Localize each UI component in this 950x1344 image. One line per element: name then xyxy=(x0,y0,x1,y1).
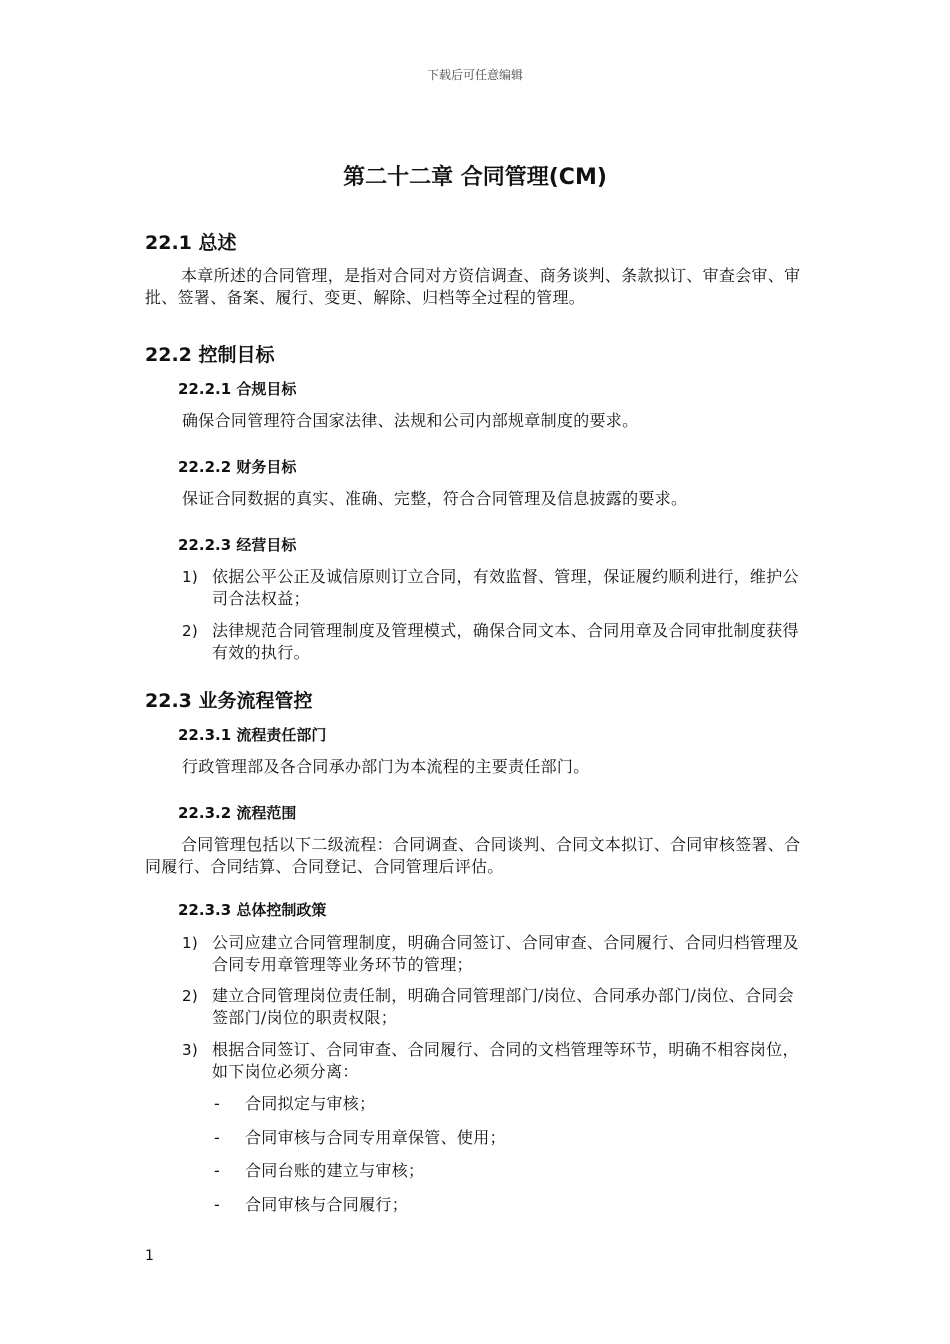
subsection-heading-22-3-2: 22.3.2 流程范围 xyxy=(178,804,297,822)
list-item-number: 2) xyxy=(182,622,198,640)
subsection-heading-22-3-1: 22.3.1 流程责任部门 xyxy=(178,726,327,744)
page-title: 第二十二章 合同管理(CM) xyxy=(343,165,607,190)
subsection-22-2-1-body: 确保合同管理符合国家法律、法规和公司内部规章制度的要求。 xyxy=(182,411,639,430)
list-item-text: 法律规范合同管理制度及管理模式，确保合同文本、合同用章及合同审批制度获得有效的执行。 xyxy=(212,621,799,662)
section-22-1-body: 本章所述的合同管理，是指对合同对方资信调查、商务谈判、条款拟订、审查会审、审批、签署、备案、履行、变更、解除、归档等全过程的管理。 xyxy=(145,266,801,307)
section-heading-22-2: 22.2 控制目标 xyxy=(145,344,275,366)
dash-marker: - xyxy=(214,1094,220,1113)
subsection-22-3-2-body: 合同管理包括以下二级流程：合同调查、合同谈判、合同文本拟订、合同审核签署、合同履行、合同结算、合同登记、合同管理后评估。 xyxy=(145,835,801,876)
dash-list-item-text: 合同台账的建立与审核； xyxy=(245,1161,425,1180)
subsection-heading-22-3-3: 22.3.3 总体控制政策 xyxy=(178,901,327,919)
dash-marker: - xyxy=(214,1128,220,1147)
section-heading-22-1: 22.1 总述 xyxy=(145,232,237,254)
subsection-heading-22-2-1: 22.2.1 合规目标 xyxy=(178,380,297,398)
list-item-number: 1) xyxy=(182,568,198,586)
list-item-text: 根据合同签订、合同审查、合同履行、合同的文档管理等环节，明确不相容岗位，如下岗位必须分离： xyxy=(212,1040,799,1081)
page-header: 下载后可任意编辑 xyxy=(426,68,523,82)
dash-list-item xyxy=(214,1194,408,1216)
dash-list-item-text: 合同审核与合同履行； xyxy=(245,1195,409,1214)
list-item xyxy=(182,985,807,1029)
list-item-text: 公司应建立合同管理制度，明确合同签订、合同审查、合同履行、合同归档管理及合同专用章管理等业务环节的管理； xyxy=(212,933,799,974)
dash-list-item xyxy=(214,1127,506,1149)
list-item-number: 1) xyxy=(182,934,198,952)
dash-marker: - xyxy=(214,1195,220,1214)
page-number: 1 xyxy=(145,1248,154,1264)
subsection-heading-22-2-2: 22.2.2 财务目标 xyxy=(178,458,297,476)
dash-list-item-text: 合同拟定与审核； xyxy=(245,1094,376,1113)
list-item xyxy=(182,566,807,610)
dash-list-item xyxy=(214,1093,375,1115)
list-item xyxy=(182,932,807,976)
section-heading-22-3: 22.3 业务流程管控 xyxy=(145,690,313,712)
dash-list-item-text: 合同审核与合同专用章保管、使用； xyxy=(245,1128,506,1147)
subsection-22-3-1-body: 行政管理部及各合同承办部门为本流程的主要责任部门。 xyxy=(182,757,590,776)
subsection-heading-22-2-3: 22.2.3 经营目标 xyxy=(178,536,297,554)
list-item xyxy=(182,620,807,664)
list-item-text: 依据公平公正及诚信原则订立合同，有效监督、管理，保证履约顺利进行，维护公司合法权益； xyxy=(212,567,799,608)
list-item-number: 2) xyxy=(182,987,198,1005)
list-item xyxy=(182,1039,807,1083)
list-item-text: 建立合同管理岗位责任制，明确合同管理部门/岗位、合同承办部门/岗位、合同会签部门/岗位的职责权限； xyxy=(212,986,794,1027)
list-item-number: 3) xyxy=(182,1041,198,1059)
subsection-22-2-2-body: 保证合同数据的真实、准确、完整，符合合同管理及信息披露的要求。 xyxy=(182,489,688,508)
dash-marker: - xyxy=(214,1161,220,1180)
dash-list-item xyxy=(214,1160,424,1182)
